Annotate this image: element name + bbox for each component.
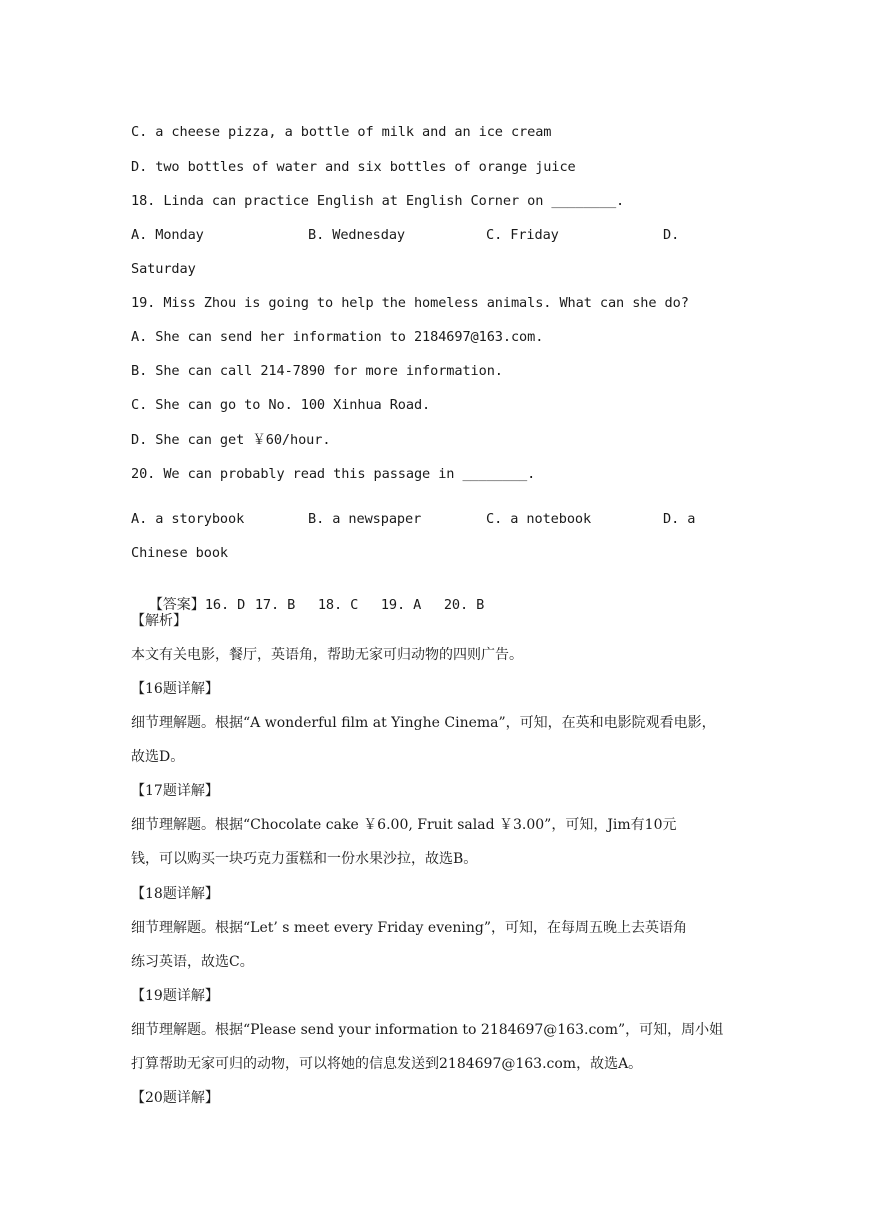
answer-item: 16. D	[204, 597, 246, 613]
analysis-summary: 本文有关电影，餐厅，英语角，帮助无家可归动物的四则广告。	[131, 647, 523, 663]
q19-option-a: A. She can send her information to 2184697@163.com.	[131, 329, 544, 345]
section-19-line2: 打算帮助无家可归的动物，可以将她的信息发送到2184697@163.com，故选A。	[131, 1056, 643, 1072]
q20-option-a: A. a storybook	[131, 511, 245, 527]
section-16-line1: 细节理解题。根据“A wonderful film at Yinghe Cinema”，可知，在英和电影院观看电影，	[131, 715, 716, 731]
q19-stem: 19. Miss Zhou is going to help the homeless animals. What can she do?	[131, 295, 689, 311]
section-18-line2: 练习英语，故选C。	[131, 954, 254, 970]
section-18-line1: 细节理解题。根据“Let’ s meet every Friday evening”，可知，在每周五晚上去英语角	[131, 920, 688, 936]
analysis-heading: 【解析】	[131, 613, 187, 629]
q19-option-c: C. She can go to No. 100 Xinhua Road.	[131, 397, 431, 413]
answer-item: 19. A	[380, 597, 422, 613]
q20-option-d-text: Chinese book	[131, 545, 229, 561]
q17-option-d: D. two bottles of water and six bottles of orange juice	[131, 159, 576, 175]
section-17-line2: 钱，可以购买一块巧克力蛋糕和一份水果沙拉，故选B。	[131, 851, 478, 867]
section-title-19: 【19题详解】	[131, 988, 219, 1004]
section-16-line2: 故选D。	[131, 749, 185, 765]
q18-option-d-text: Saturday	[131, 261, 196, 277]
q17-option-c: C. a cheese pizza, a bottle of milk and an ice cream	[131, 124, 552, 140]
answer-label: 【答案】	[148, 597, 205, 613]
section-title-18: 【18题详解】	[131, 886, 219, 902]
q19-option-d: D. She can get ￥60/hour.	[131, 432, 331, 448]
q20-stem: 20. We can probably read this passage in ________.	[131, 466, 536, 482]
answer-item: 18. C	[317, 597, 359, 613]
section-19-line1: 细节理解题。根据“Please send your information to 2184697@163.com”，可知，周小姐	[131, 1022, 724, 1038]
q20-option-b: B. a newspaper	[308, 511, 422, 527]
section-title-16: 【16题详解】	[131, 681, 219, 697]
q19-option-b: B. She can call 214-7890 for more information.	[131, 363, 503, 379]
section-title-20: 【20题详解】	[131, 1090, 219, 1106]
answer-item: 20. B	[443, 597, 485, 613]
q20-option-d-letter: D. a	[663, 511, 696, 527]
section-title-17: 【17题详解】	[131, 783, 219, 799]
q18-stem: 18. Linda can practice English at English Corner on ________.	[131, 193, 625, 209]
answer-item: 17. B	[254, 597, 296, 613]
q18-option-d-letter: D.	[663, 227, 680, 243]
section-17-line1: 细节理解题。根据“Chocolate cake ￥6.00, Fruit salad ￥3.00”，可知，Jim有10元	[131, 817, 677, 833]
q18-option-b: B. Wednesday	[308, 227, 406, 243]
q20-option-c: C. a notebook	[486, 511, 592, 527]
q18-option-a: A. Monday	[131, 227, 204, 243]
q18-option-c: C. Friday	[486, 227, 559, 243]
